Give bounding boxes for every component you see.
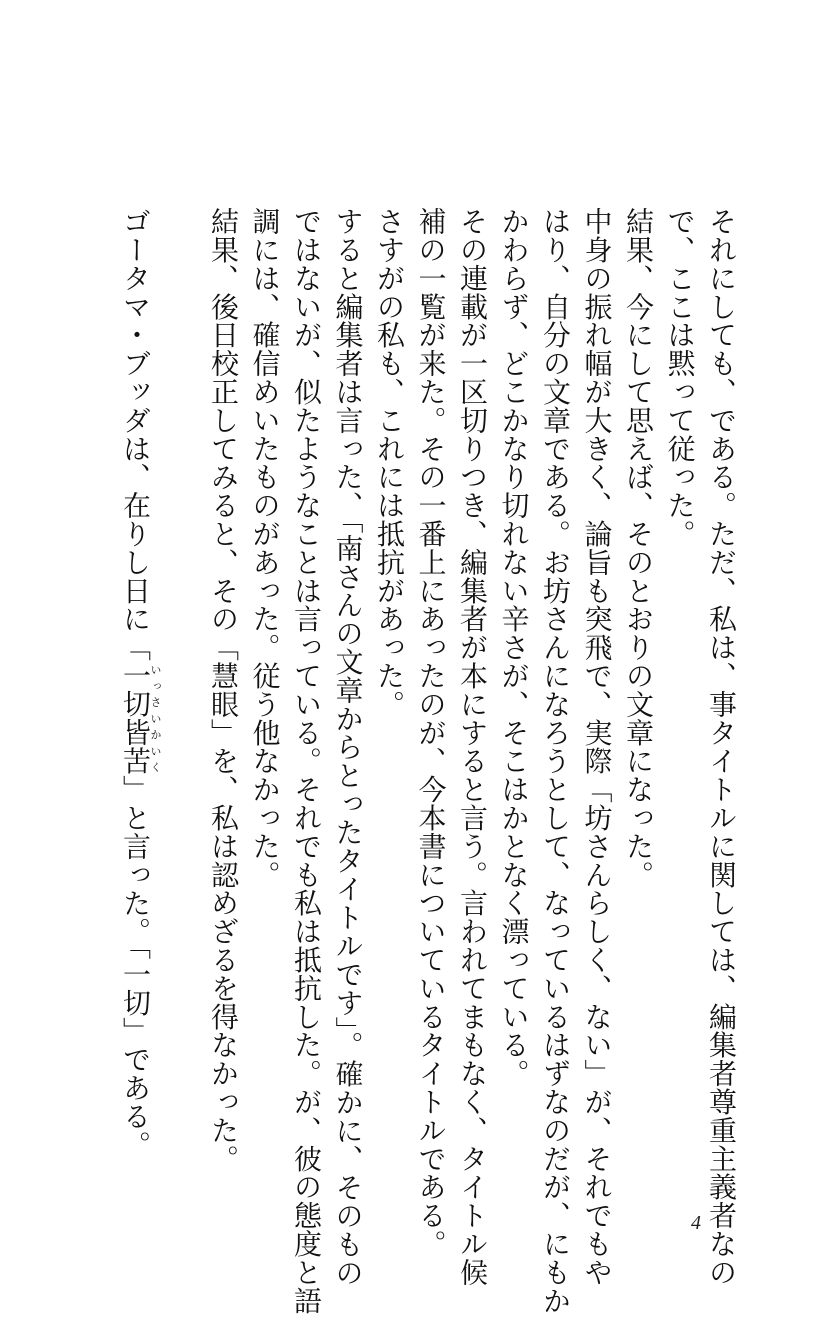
ruby-annotation [119,661,162,776]
ruby-base: 一切皆苦 [119,661,152,776]
text-line: 中身の振れ幅が大きく、論旨も突飛で、実際「坊さんらしく、ない」が、それでもや [580,207,614,1287]
text-line: で、ここは黙って従った。 [663,207,697,548]
text-segment: 」と言った。「一切」である。 [119,775,152,1159]
text-line: さすがの私も、これには抵抗があった。 [373,207,406,719]
text-line-with-ruby [115,207,162,1207]
vertical-text-body [115,207,743,1315]
text-line: 結果、今にして思えば、そのとおりの文章になった。 [622,207,655,889]
text-line: それにしても、である。ただ、私は、事タイトルに関しては、編集者尊重主義者なの [705,207,738,1287]
text-line: 結果、後日校正してみると、その「慧眼」を、私は認めざるを得なかった。 [207,207,240,1173]
text-line: 補の一覧が来た。その一番上にあったのが、今本書についているタイトルである。 [414,207,448,1258]
text-line: ではないが、似たようなことは言っている。それでも私は抵抗した。が、彼の態度と語 [290,207,323,1315]
page-number: 4 [691,1212,701,1234]
text-line: すると編集者は言った、「南さんの文章からとったタイトルです」。確かに、そのもの [331,207,365,1287]
text-line: 調には、確信めいたものがあった。従う他なかった。 [248,207,282,889]
text-segment: ゴータマ・ブッダは、在りし日に「 [119,207,152,662]
text-line: かわらず、どこかなり切れない辛さが、そこはかとなく漂っている。 [497,207,531,1088]
text-line: はり、自分の文章である。お坊さんになろうとして、なっているはずなのだが、にもか [539,207,572,1315]
ruby-reading: いっさいかいく [149,661,162,776]
text-line: その連載が一区切りつき、編集者が本にすると言う。言われてまもなく、タイトル候 [456,207,489,1287]
